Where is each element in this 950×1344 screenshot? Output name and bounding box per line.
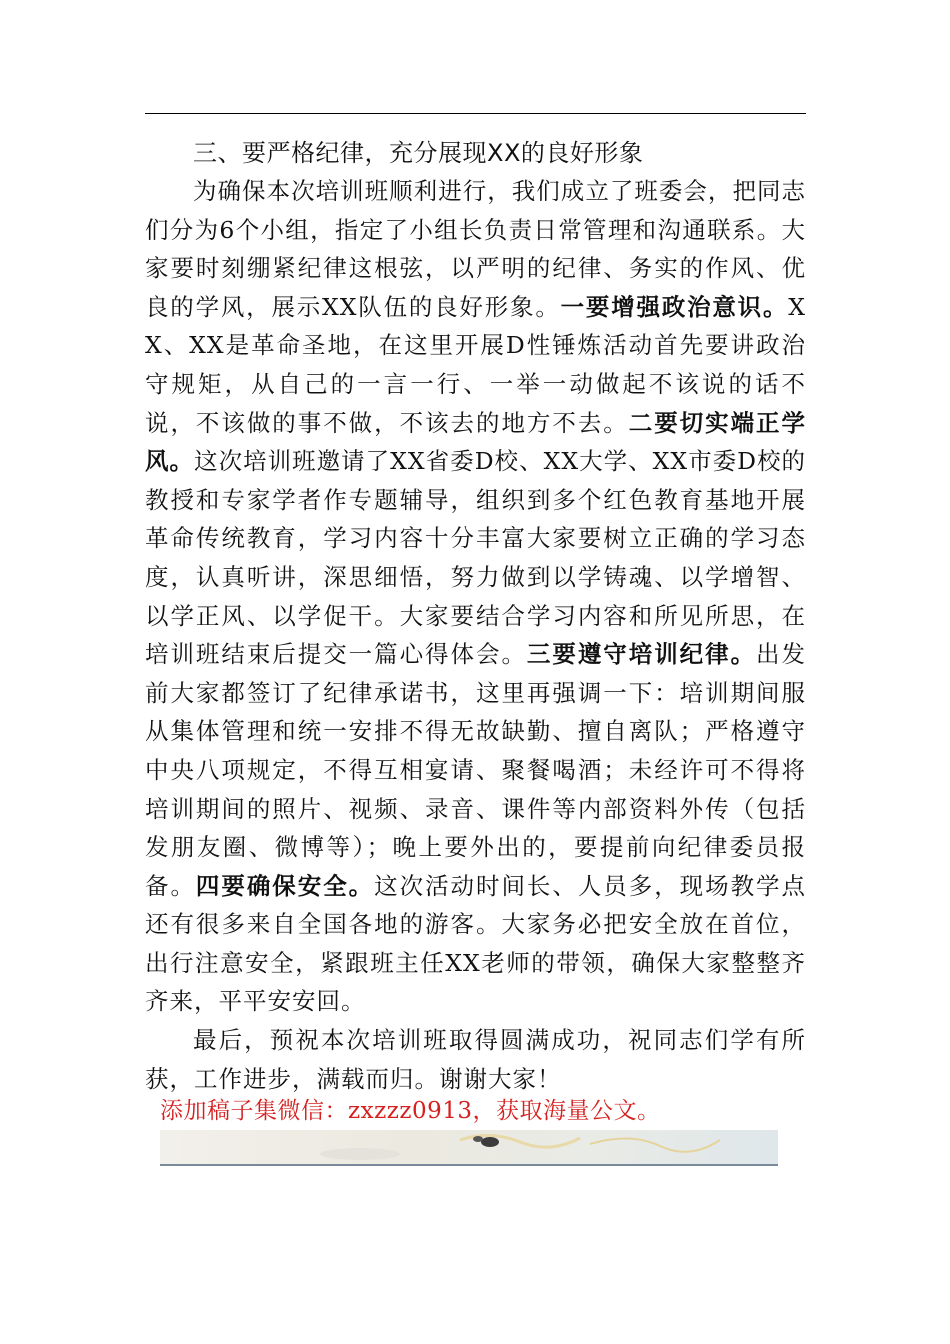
segment-bold: 四要确保安全。 <box>195 871 375 900</box>
segment-text: XX、XX是革命圣地，在这里开展D性锤炼活动首先要讲政治守规矩，从自己的一言一行、一举一动做起不该说的话不说，不该做的事不做，不该去的地方不去。 <box>145 292 807 437</box>
discipline-paragraph <box>145 172 806 1021</box>
segment-text: 这次活动时间长、人员多，现场教学点还有很多来自全国各地的游客。大家务必把安全放在首位，出行注意安全，紧跟班主任XX老师的带领，确保大家整整齐齐来，平平安安回。 <box>145 871 807 1016</box>
segment-bold: 二要切实端正学风。 <box>145 408 807 476</box>
closing-paragraph: 最后，预祝本次培训班取得圆满成功，祝同志们学有所获，工作进步，满载而归。谢谢大家！ <box>145 1026 806 1093</box>
section-heading: 三、要严格纪律，充分展现XX的良好形象 <box>193 139 644 167</box>
segment-bold: 一要增强政治意识。 <box>560 292 789 321</box>
document-body <box>145 134 806 1098</box>
segment-text: 为确保本次培训班顺利进行，我们成立了班委会，把同志们分为6个小组，指定了小组长负责日常管理和沟通联系。大家要时刻绷紧纪律这根弦，以严明的纪律、务实的作风、优良的学风，展示XX队伍的良好形象。 <box>145 177 806 321</box>
segment-text: 这次培训班邀请了XX省委D校、XX大学、XX市委D校的教授和专家学者作专题辅导，组织到多个红色教育基地开展革命传统教育，学习内容十分丰富大家要树立正确的学习态度，认真听讲，深思细悟，努力做到以学铸魂、以学增智、以学正风、以学促干。大家要结合学习内容和所见所思，在培训班结束后提交一篇心得体会。 <box>145 447 807 669</box>
promo-text: 添加稿子集微信：zxzzz0913，获取海量公文。 <box>160 1098 661 1124</box>
segment-text: 出发前大家都签订了纪律承诺书，这里再强调一下：培训期间服从集体管理和统一安排不得无故缺勤、擅自离队；严格遵守中央八项规定，不得互相宴请、聚餐喝酒；未经许可不得将培训期间的照片、视频、录音、课件等内部资料外传（包括发朋友圈、微博等）；晚上要外出的，要提前向纪律委员报备。 <box>145 640 807 900</box>
header-rule <box>145 113 806 114</box>
banner-art-icon <box>160 1130 778 1164</box>
decorative-banner <box>160 1130 778 1166</box>
segment-bold: 三要遵守培训纪律。 <box>526 640 757 669</box>
